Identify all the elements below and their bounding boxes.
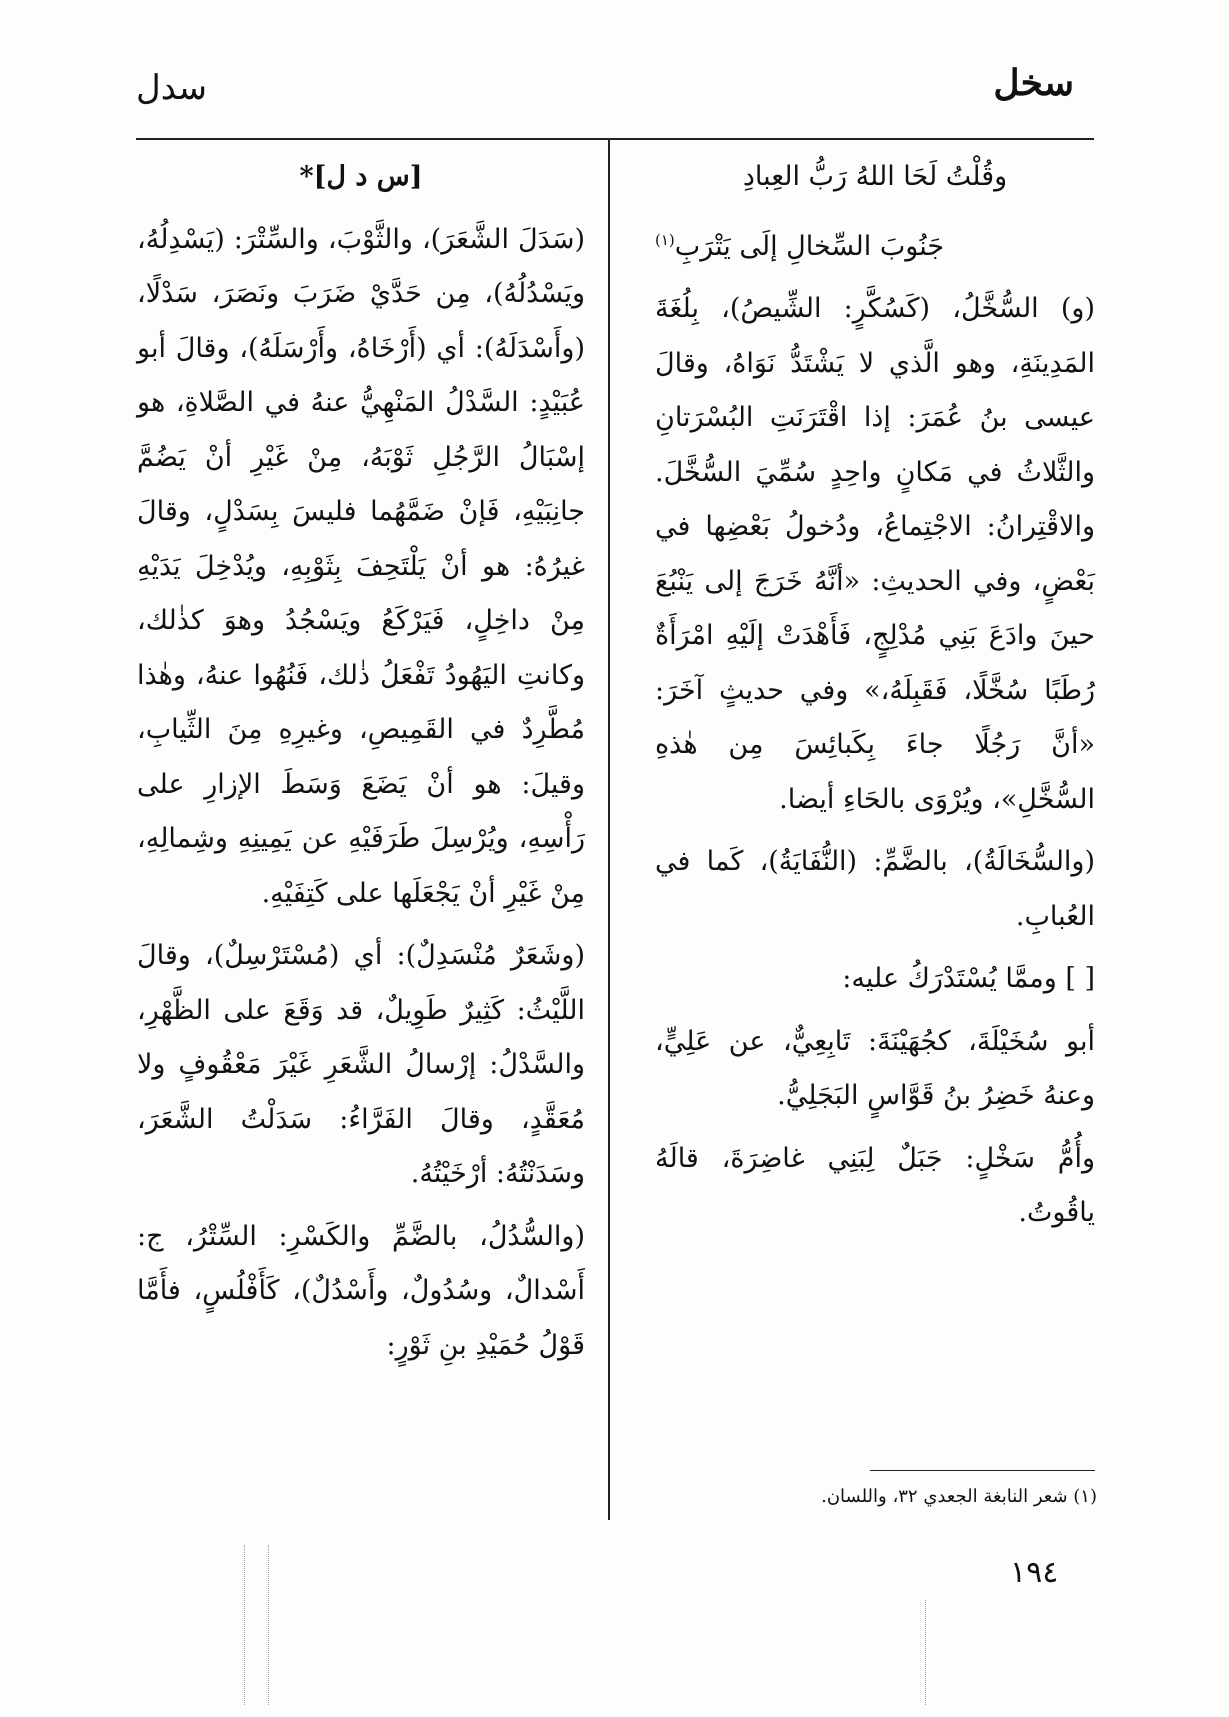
verse-footnote-marker: (١): [655, 230, 675, 249]
entry-paragraph: (والسُّدُلُ، بالضَّمِّ والكَسْرِ: السِّتْرُ، ج: أَسْدالٌ، وسُدُولٌ، وأَسْدُلٌ)، كَأَفْلُسٍ، فأَمَّا قَوْلُ حُمَيْدِ بنِ ثَوْرٍ:: [137, 1220, 585, 1361]
entry-paragraph: (و) السُّخَّلُ، (كَسُكَّرٍ: الشِّيصُ)، بِلُغَةَ المَدِينَةِ، وهو الَّذي لا يَشْتَدُّ نَوَاهُ، وقالَ عيسى بنُ عُمَرَ: إذا اقْتَرَنَتِ البُسْرَتانِ والثَّلاثُ في مَكانٍ واحِدٍ سُمِّيَ السُّخَّلَ. والاقْتِرانُ: الاجْتِماعُ، ودُخولُ بَعْضِها في بَعْضٍ، وفي الحديثِ: «أنَّهُ خَرَجَ إلى يَنْبُعَ حينَ وادَعَ بَنِي مُدْلِجٍ، فَأَهْدَتْ إلَيْهِ امْرَأَةٌ رُطَبًا سُخَّلًا، فَقَبِلَهُ،» وفي حديثٍ آخَرَ: «أنَّ رَجُلًا جاءَ بِكَبائِسَ مِن هٰذهِ السُّخَّلِ»، ويُرْوَى بالحَاءِ أيضا.: [655, 293, 1095, 815]
left-running-head: سدل: [136, 68, 208, 108]
entry-paragraph: وأُمُّ سَخْلٍ: جَبَلٌ لِبَنِي غاضِرَةَ، قالَهُ ياقُوتُ.: [655, 1142, 1095, 1228]
verse-line-2: [655, 213, 1095, 275]
entry-paragraph: [ ] وممَّا يُسْتَدْرَكُ عليه:: [842, 963, 1095, 994]
entry-paragraph: (والسُّخَالَةُ)، بالضَّمِّ: (النُّفَايَةُ)، كَما في العُبابِ.: [655, 846, 1095, 932]
entry-paragraph: أبو سُخَيْلَةَ، كجُهَيْنَةَ: تَابِعِيٌّ، عن عَلِيٍّ، وعنهُ خَضِرُ بنُ قَوَّاسٍ البَجَلِيُّ.: [655, 1025, 1095, 1111]
verse-line-2-text: جَنُوبَ السِّخالِ إلَى يَتْرَبِ: [674, 230, 945, 262]
verse-line-1: وقُلْتُ لَحَا اللهُ رَبُّ العِبادِ: [742, 161, 1008, 192]
right-running-head: سخل: [993, 62, 1074, 104]
page-number: ١٩٤: [1010, 1555, 1059, 1590]
entry-paragraph: (سَدَلَ الشَّعَرَ)، والثَّوْبَ، والسِّتْرَ: (يَسْدِلُهُ، ويَسْدُلُهُ)، مِن حَدَّيْ ضَرَبَ ونَصَرَ، سَدْلًا، (وأَسْدَلَهُ): أي (أَرْخَاهُ، وأَرْسَلَهُ)، وقالَ أبو عُبَيْدٍ: السَّدْلُ المَنْهِيُّ عنهُ في الصَّلاةِ، هو إسْبَالُ الرَّجُلِ ثَوْبَهُ، مِنْ غَيْرِ أنْ يَضُمَّ جانِبَيْهِ، فَإنْ ضَمَّهُما فليسَ بِسَدْلٍ، وقالَ غيرُهُ: هو أنْ يَلْتَحِفَ بِثَوْبِهِ، ويُدْخِلَ يَدَيْهِ مِنْ داخِلٍ، فَيَرْكَعُ ويَسْجُدُ وهوَ كذٰلك، وكانتِ اليَهُودُ تَفْعَلُ ذٰلك، فَنُهُوا عنهُ، وهٰذا مُطَّرِدٌ في القَمِيصِ، وغيرِهِ مِنَ الثِّيابِ، وقيلَ: هو أنْ يَضَعَ وَسَطَ الإزارِ على رَأْسِهِ، ويُرْسِلَ طَرَفَيْهِ عن يَمِينِهِ وشِمالِهِ، مِنْ غَيْرِ أنْ يَجْعَلَها على كَتِفَيْهِ.: [137, 223, 585, 909]
scan-edge-mark: [268, 1545, 269, 1705]
scan-edge-mark: [925, 1600, 926, 1705]
entry-paragraph: (وشَعَرٌ مُنْسَدِلٌ): أي (مُسْتَرْسِلٌ)، وقالَ اللَّيْثُ: كَثِيرٌ طَوِيلٌ، قد وَقَعَ على الظَّهْرِ، والسَّدْلُ: إرْسالُ الشَّعَرِ غَيْرَ مَعْقُوفٍ ولا مُعَقَّدٍ، وقالَ الفَرَّاءُ: سَدَلْتُ الشَّعَرَ، وسَدَنْتُهُ: أرْخَيْتُهُ.: [137, 940, 585, 1189]
header-rule: [136, 138, 1094, 140]
root-heading: [س د ل]*: [299, 161, 423, 192]
column-divider: [608, 140, 610, 1520]
right-column: [655, 150, 1095, 1249]
left-column: [137, 150, 585, 1381]
footnote: (١) شعر النابغة الجعدي ٣٢، واللسان.: [821, 1486, 1097, 1507]
footnote-rule: [870, 1470, 1095, 1471]
scan-edge-mark: [244, 1545, 245, 1705]
